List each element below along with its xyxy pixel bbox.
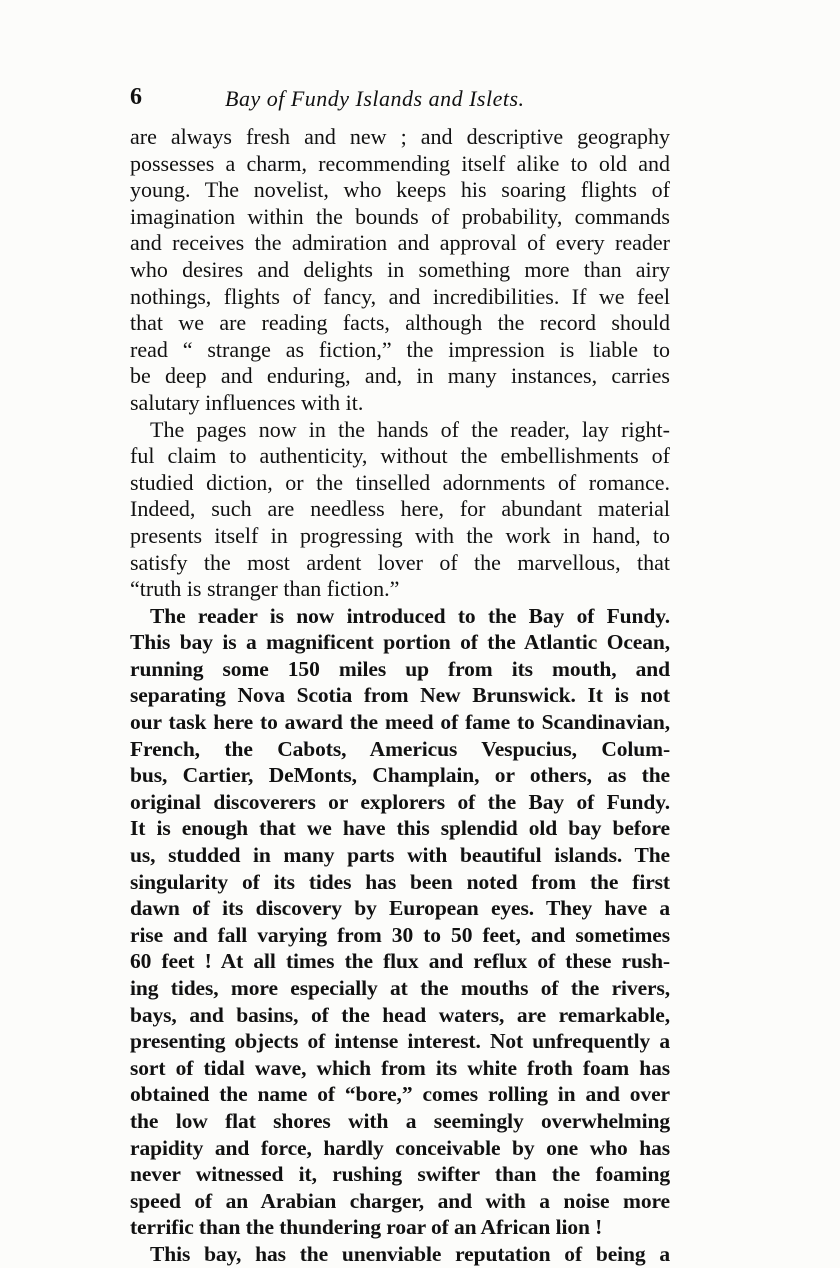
paragraph-4 [130,1241,670,1268]
text-line: satisfy the most ardent lover of the marvellous, that [130,549,670,575]
text-line: The pages now in the hands of the reader, lay right- [150,416,670,442]
text-line: running some 150 miles up from its mouth, and [130,656,670,681]
text-line: 60 feet ! At all times the flux and reflux of these rush- [130,949,670,974]
text-line: that we are reading facts, although the record should [130,310,670,336]
text-line: This bay, has the unenviable reputation of being a [150,1241,670,1266]
text-line: are always fresh and new ; and descriptive geography [130,124,670,149]
text-line: rise and fall varying from 30 to 50 feet, and sometimes [130,922,670,947]
text-line: never witnessed it, rushing swifter than the foaming [130,1162,670,1187]
text-line: us, studded in many parts with beautiful islands. The [130,843,670,868]
text-line: imagination within the bounds of probability, commands [130,203,670,229]
text-line: separating Nova Scotia from New Brunswick. It is not [130,683,670,708]
text-line: nothings, flights of fancy, and incredibilities. If we feel [130,283,670,309]
text-line: the low flat shores with a seemingly overwhelming [130,1108,670,1133]
text-line: ing tides, more especially at the mouths of the rivers, [130,976,670,1000]
text-line: be deep and enduring, and, in many instances, carries [130,363,670,389]
text-line: Indeed, such are needless here, for abundant material [130,496,670,522]
text-line: bays, and basins, of the head waters, are remarkable, [130,1002,670,1027]
text-line: bus, Cartier, DeMonts, Champlain, or others, as the [130,763,670,788]
text-line: This bay is a magnificent portion of the Atlantic Ocean, [130,630,670,655]
text-line: French, the Cabots, Americus Vespucius, Colum- [130,736,670,761]
text-line: obtained the name of “bore,” comes rolling in and over [130,1082,670,1107]
text-line: The reader is now introduced to the Bay of Fundy. [150,603,670,628]
text-line: our task here to award the meed of fame to Scandinavian, [130,710,670,735]
page-number: 6 [130,84,142,110]
text-line: ful claim to authenticity, without the embellishments of [130,443,670,469]
text-line: speed of an Arabian charger, and with a noise more [130,1188,670,1213]
page-header [130,84,670,118]
text-line: and receives the admiration and approval of every reader [130,230,670,256]
text-line: dawn of its discovery by European eyes. They have a [130,896,670,921]
text-line: It is enough that we have this splendid old bay before [130,816,670,841]
text-line: possesses a charm, recommending itself alike to old and [130,150,670,176]
text-line: singularity of its tides has been noted from the first [130,869,670,894]
text-line: read “ strange as fiction,” the impression is liable to [130,336,670,362]
text-line: rapidity and force, hardly conceivable by one who has [130,1135,670,1160]
text-line: salutary influences with it. [130,389,364,415]
text-line: presenting objects of intense interest. Not unfrequently a [130,1029,670,1054]
text-line: original discoverers or explorers of the Bay of Fundy. [130,789,670,814]
paragraph-1 [130,124,670,417]
text-line: “truth is stranger than fiction.” [130,576,400,602]
text-line: presents itself in progressing with the work in hand, to [130,522,670,548]
text-line: terrific than the thundering roar of an African lion ! [130,1215,603,1240]
text-line: who desires and delights in something more than airy [130,256,670,282]
text-line: studied diction, or the tinselled adornments of romance. [130,469,670,495]
paragraph-2 [130,417,670,603]
book-page [130,84,670,1268]
running-head: Bay of Fundy Islands and Islets. [225,86,525,111]
paragraph-3 [130,603,670,1241]
text-line: young. The novelist, who keeps his soaring flights of [130,177,670,203]
text-line: sort of tidal wave, which from its white froth foam has [130,1055,670,1080]
